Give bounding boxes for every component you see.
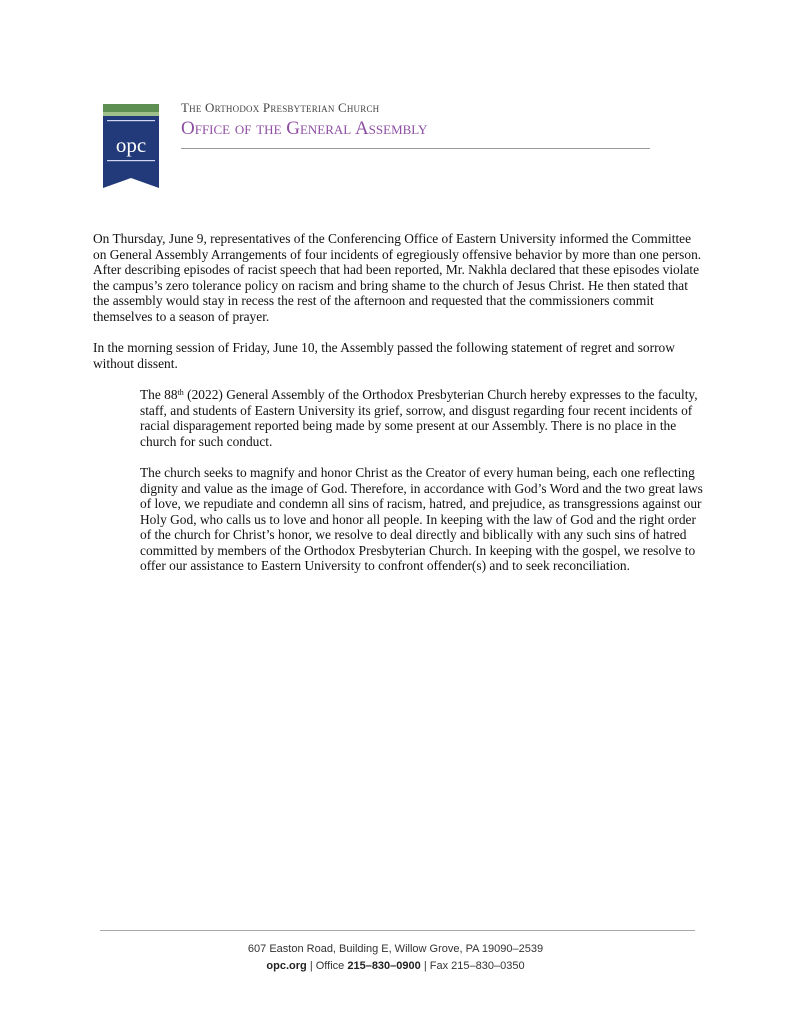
office-title: Office of the General Assembly bbox=[181, 118, 428, 139]
logo-text: opc bbox=[115, 133, 147, 157]
footer-contact bbox=[0, 958, 791, 975]
letterhead-divider bbox=[181, 148, 650, 149]
opc-logo bbox=[101, 102, 161, 192]
org-name: The Orthodox Presbyterian Church bbox=[181, 100, 380, 115]
footer-separator: | bbox=[309, 960, 313, 972]
statement-prefix: The 88 bbox=[140, 386, 178, 402]
footer-divider bbox=[100, 930, 695, 931]
fax-label: Fax bbox=[429, 960, 449, 972]
office-label: Office bbox=[315, 960, 345, 972]
ordinal-suffix: th bbox=[177, 387, 184, 397]
letter-body bbox=[93, 231, 703, 590]
statement-text: (2022) General Assembly of the Orthodox Presbyterian Church hereby expresses to the faculty, staff, and students of Eastern University its grief, sorrow, and disgust regarding four recent incidents of racial disparagement reported being made by some present at our Assembly. There is no place in the church for such conduct. bbox=[140, 386, 698, 449]
footer-address: 607 Easton Road, Building E, Willow Grove, PA 19090–2539 bbox=[247, 943, 544, 955]
footer bbox=[0, 941, 791, 975]
statement-paragraph-1 bbox=[140, 387, 704, 449]
footer-website[interactable]: opc.org bbox=[266, 960, 307, 972]
statement-paragraph-2: The church seeks to magnify and honor Christ as the Creator of every human being, each one reflecting dignity and value as the image of God. Therefore, in accordance with God’s Word and the two great laws of love, we repudiate and condemn all sins of racism, hatred, and prejudice, as transgressions against our Holy God, who calls us to love and honor all people. In keeping with the law of God and the right order of the church for Christ’s honor, we resolve to deal directly and biblically with any such sins of hatred committed by members of the Orthodox Presbyterian Church. In keeping with the gospel, we resolve to offer our assistance to Eastern University to confront offender(s) and to seek reconciliation. bbox=[140, 464, 703, 574]
statement-block bbox=[140, 387, 704, 574]
body-paragraph-1: On Thursday, June 9, representatives of the Conferencing Office of Eastern University informed the Committee on General Assembly Arrangements of four incidents of egregiously offensive behavior by more than one person. After describing episodes of racist speech that had been reported, Mr. Nakhla declared that these episodes violate the campus’s zero tolerance policy on racism and bring shame to the church of Jesus Christ. He then stated that the assembly would stay in recess the rest of the afternoon and requested that the commissioners commit themselves to a season of prayer. bbox=[93, 231, 702, 324]
footer-separator: | bbox=[423, 960, 427, 972]
letterhead bbox=[181, 101, 651, 141]
office-phone: 215–830–0900 bbox=[347, 960, 421, 972]
fax-number: 215–830–0350 bbox=[451, 960, 525, 972]
body-paragraph-2: In the morning session of Friday, June 10, the Assembly passed the following statement of regret and sorrow without dissent. bbox=[93, 340, 675, 371]
